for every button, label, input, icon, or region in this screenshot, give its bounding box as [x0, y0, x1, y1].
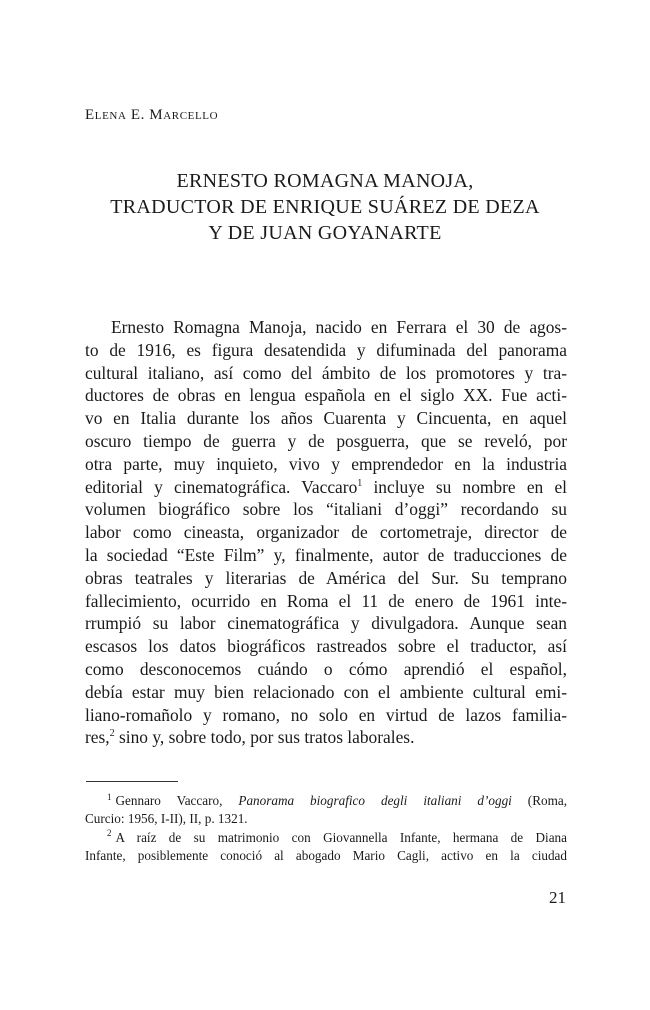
- page-number: 21: [549, 888, 566, 907]
- title-line: ERNESTO ROMAGNA MANOJA,: [176, 170, 474, 192]
- body-line: escasos los datos biográficos rastreados sobre el traductor, así: [85, 636, 567, 657]
- footnote-ref-1[interactable]: 1: [357, 477, 363, 489]
- body-line: como desconocemos cuándo o cómo aprendió el español,: [85, 658, 567, 679]
- footnotes: [85, 792, 567, 866]
- body-line: obras teatrales y literarias de América del Sur. Su temprano: [85, 567, 567, 588]
- body-line: [85, 726, 567, 749]
- body-line: to de 1916, es figura desatendida y difuminada del panorama: [85, 339, 567, 360]
- footnote-ref-2[interactable]: 2: [109, 728, 115, 740]
- body-line: liano-romañolo y romano, no solo en virtud de lazos familia-: [85, 704, 567, 725]
- article-title: [85, 168, 565, 246]
- footnote-line: Infante, posiblemente conoció al abogado Mario Cagli, activo en la ciudad: [85, 848, 567, 864]
- body-text: incluye su nombre en el: [362, 476, 567, 497]
- body-paragraph: [85, 316, 567, 749]
- body-line: fallecimiento, ocurrido en Roma el 11 de enero de 1961 inte-: [85, 590, 567, 611]
- footnote-book-title: Panorama biografico degli italiani d’oggi: [238, 793, 512, 808]
- body-line: volumen biográfico sobre los “italiani d’oggi” recordando su: [85, 499, 567, 520]
- body-text: editorial y cinematográfica. Vaccaro: [85, 476, 358, 497]
- footnote-mark: 1: [107, 791, 112, 802]
- body-line: Ernesto Romagna Manoja, nacido en Ferrara el 30 de agos-: [111, 317, 567, 337]
- body-line: otra parte, muy inquieto, vivo y emprendedor en la industria: [85, 453, 567, 474]
- footnote-2: [85, 829, 567, 847]
- footnote-mark: 2: [107, 828, 112, 839]
- body-line: rrumpió su labor cinematográfica y divulgadora. Aunque sean: [85, 613, 567, 634]
- footnote-line: Curcio: 1956, I-II), II, p. 1321.: [85, 811, 248, 827]
- body-line: [85, 476, 567, 499]
- footnote-separator: [86, 781, 178, 782]
- body-line: vo en Italia durante los años Cuarenta y Cincuenta, en aquel: [85, 408, 567, 429]
- footnote-1: [85, 792, 567, 810]
- body-text: res,: [85, 727, 110, 748]
- body-line: ductores de obras en lengua española en el siglo XX. Fue acti-: [85, 385, 567, 406]
- body-line: labor como cineasta, organizador de cortometraje, director de: [85, 522, 567, 543]
- body-line: debía estar muy bien relacionado con el ambiente cultural emi-: [85, 681, 567, 702]
- title-line: Y DE JUAN GOYANARTE: [208, 222, 442, 244]
- running-author: Elena E. Marcello: [85, 107, 219, 123]
- footnote-text: Gennaro Vaccaro,: [115, 793, 239, 808]
- body-line: la sociedad “Este Film” y, finalmente, autor de traducciones de: [85, 544, 567, 565]
- body-line: oscuro tiempo de guerra y de posguerra, que se reveló, por: [85, 430, 567, 451]
- footnote-text: A raíz de su matrimonio con Giovannella Infante, hermana de Diana: [115, 829, 567, 845]
- body-text: sino y, sobre todo, por sus tratos laborales.: [114, 727, 415, 748]
- title-line: TRADUCTOR DE ENRIQUE SUÁREZ DE DEZA: [110, 196, 540, 218]
- footnote-text: (Roma,: [511, 793, 567, 808]
- body-line: cultural italiano, así como del ámbito de los promotores y tra-: [85, 362, 567, 383]
